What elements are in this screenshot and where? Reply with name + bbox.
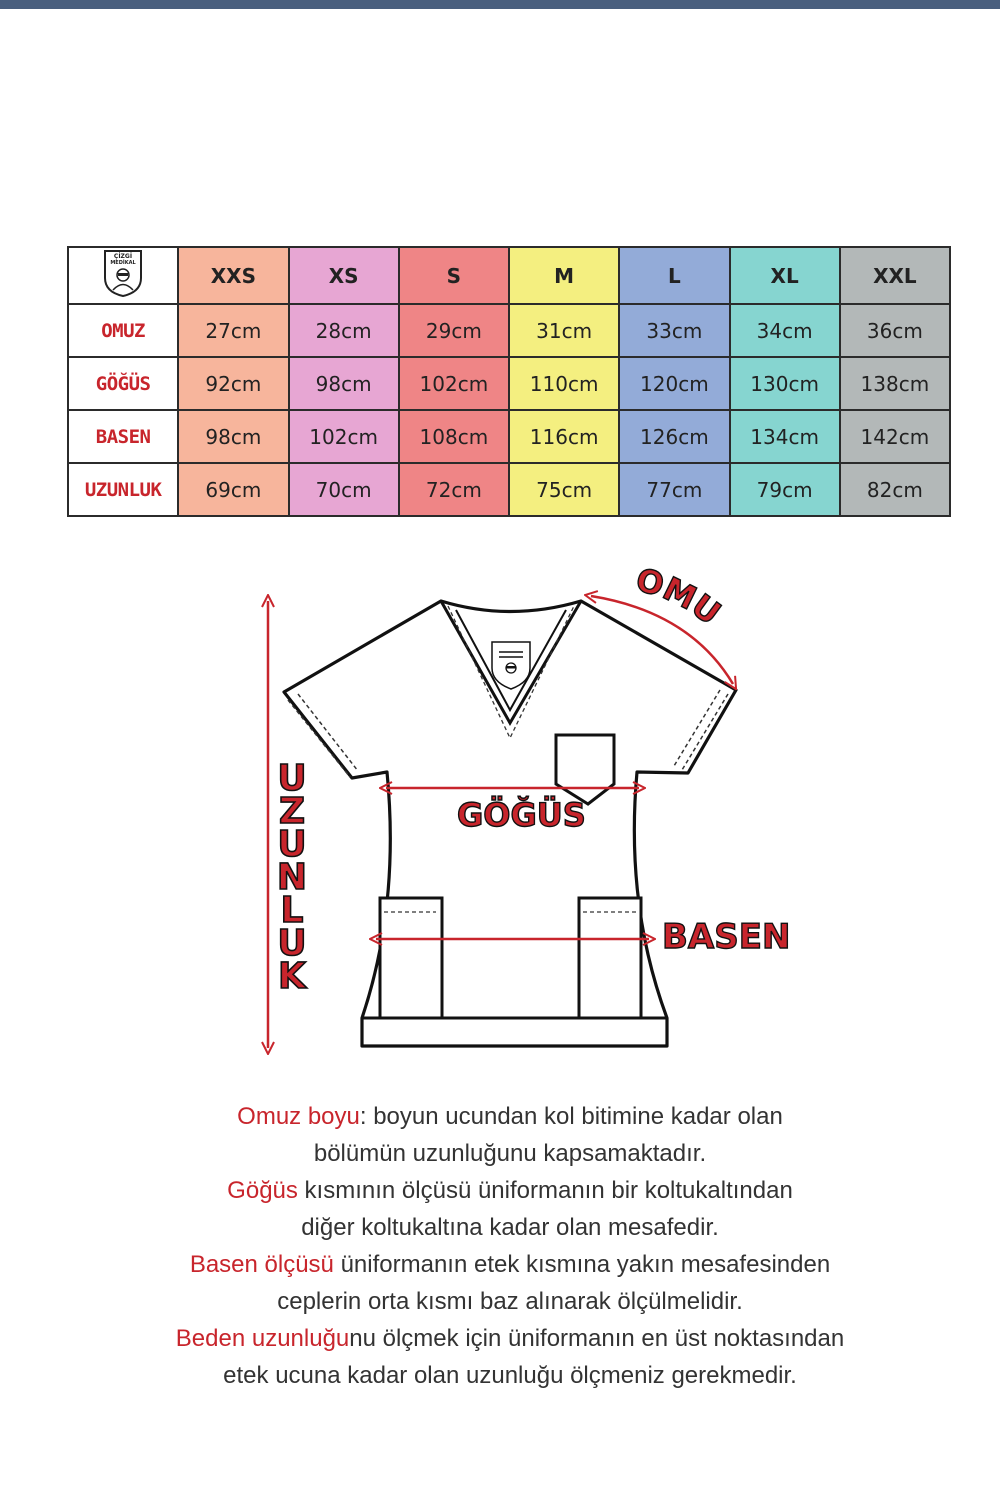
uzunluk-letter: Z [278, 791, 306, 832]
uzunluk-letter: N [276, 857, 308, 898]
uzunluk-label [272, 758, 312, 997]
size-header-m: M [509, 247, 619, 304]
explanation-item [80, 1209, 940, 1246]
explanation-item [80, 1172, 940, 1209]
gogus-label: GÖĞÜS [457, 796, 586, 834]
table-cell: 138cm [840, 357, 950, 410]
explanation-text: üniformanın etek kısmına yakın mesafesinden [333, 1251, 831, 1278]
table-cell: 77cm [619, 463, 729, 516]
table-cell: 120cm [619, 357, 729, 410]
omuz-label-text: OMU [632, 560, 728, 633]
table-cell: 69cm [178, 463, 288, 516]
table-cell: 75cm [509, 463, 619, 516]
table-cell: 98cm [289, 357, 399, 410]
table-cell: 36cm [840, 304, 950, 357]
explanation-text: ceplerin orta kısmı baz alınarak ölçülmelidir. [277, 1288, 743, 1315]
size-header-xl: XL [730, 247, 840, 304]
explanation-highlight: Beden uzunluğu [175, 1325, 350, 1352]
row-label-gogus: GÖĞÜS [68, 357, 178, 410]
table-cell: 31cm [509, 304, 619, 357]
brand-logo-cell [68, 247, 178, 304]
basen-label: BASEN [662, 917, 791, 957]
row-label-omuz: OMUZ [68, 304, 178, 357]
logo-text-top: ÇİZGİ [114, 253, 133, 260]
table-cell: 70cm [289, 463, 399, 516]
uzunluk-letter: U [277, 923, 307, 964]
explanation-item [80, 1283, 940, 1320]
uzunluk-letter: U [277, 758, 307, 799]
right-pocket [579, 898, 641, 1018]
uzunluk-letter: L [280, 890, 304, 931]
table-cell: 27cm [178, 304, 288, 357]
row-label-basen: BASEN [68, 410, 178, 463]
top-bar [0, 0, 1000, 9]
explanation-highlight: Basen ölçüsü [189, 1251, 334, 1278]
uzunluk-letter: U [277, 824, 307, 865]
table-row-omuz [68, 304, 950, 357]
size-header-xxs: XXS [178, 247, 288, 304]
explanation-item [80, 1320, 940, 1357]
explanation-item [80, 1098, 940, 1135]
table-row-uzunluk [68, 463, 950, 516]
table-row-basen [68, 410, 950, 463]
table-cell: 102cm [289, 410, 399, 463]
size-chart-table [67, 246, 951, 517]
brand-logo-icon [101, 248, 145, 298]
table-cell: 92cm [178, 357, 288, 410]
table-cell: 79cm [730, 463, 840, 516]
table-cell: 102cm [399, 357, 509, 410]
explanation-item [80, 1357, 940, 1394]
left-pocket [380, 898, 442, 1018]
measurement-explanations [80, 1098, 940, 1394]
logo-text-bottom: MEDİKAL [110, 260, 136, 266]
table-cell: 33cm [619, 304, 729, 357]
size-header-row [68, 247, 950, 304]
explanation-text: : boyun ucundan kol bitimine kadar olan [359, 1103, 783, 1130]
table-cell: 108cm [399, 410, 509, 463]
explanation-text: diğer koltukaltına kadar olan mesafedir. [301, 1214, 719, 1241]
table-cell: 82cm [840, 463, 950, 516]
explanation-highlight: Omuz boyu [237, 1103, 360, 1130]
table-cell: 116cm [509, 410, 619, 463]
explanation-text: etek ucuna kadar olan uzunluğu ölçmeniz gerekmedir. [223, 1362, 797, 1389]
table-cell: 110cm [509, 357, 619, 410]
explanation-text: bölümün uzunluğunu kapsamaktadır. [313, 1140, 707, 1167]
table-cell: 126cm [619, 410, 729, 463]
explanation-item [80, 1246, 940, 1283]
table-cell: 134cm [730, 410, 840, 463]
table-cell: 98cm [178, 410, 288, 463]
size-header-s: S [399, 247, 509, 304]
explanation-text: kısmının ölçüsü üniformanın bir koltukaltından [297, 1177, 793, 1204]
size-header-l: L [619, 247, 729, 304]
table-cell: 142cm [840, 410, 950, 463]
collar-logo-icon [492, 642, 530, 689]
table-cell: 34cm [730, 304, 840, 357]
table-cell: 29cm [399, 304, 509, 357]
size-header-xxl: XXL [840, 247, 950, 304]
table-row-gogus [68, 357, 950, 410]
size-header-xs: XS [289, 247, 399, 304]
table-cell: 130cm [730, 357, 840, 410]
explanation-text: nu ölçmek için üniformanın en üst noktasından [349, 1325, 845, 1352]
explanation-highlight: Göğüs [227, 1177, 298, 1204]
table-cell: 72cm [399, 463, 509, 516]
row-label-uzunluk: UZUNLUK [68, 463, 178, 516]
table-cell: 28cm [289, 304, 399, 357]
uzunluk-letter: K [278, 956, 306, 997]
explanation-item [80, 1135, 940, 1172]
